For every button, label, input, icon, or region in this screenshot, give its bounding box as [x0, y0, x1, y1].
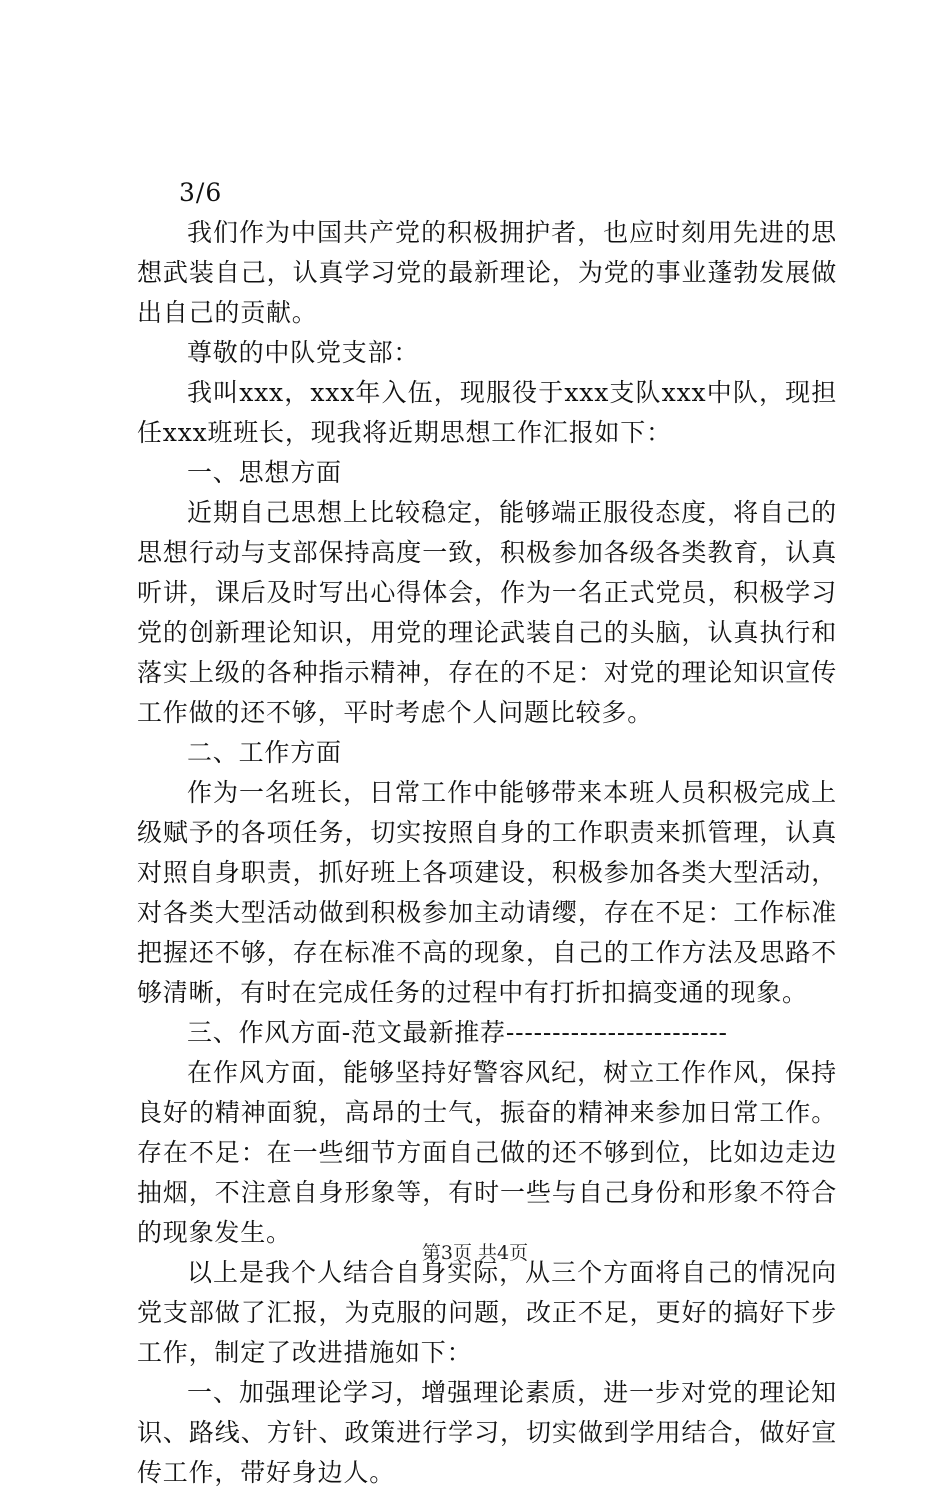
paragraph-intro: 我们作为中国共产党的积极拥护者，也应时刻用先进的思想武装自己，认真学习党的最新理论，为党的事业蓬勃发展做出自己的贡献。 — [137, 218, 837, 327]
paragraph-thought: 近期自己思想上比较稳定，能够端正服役态度，将自己的思想行动与支部保持高度一致，积极参加各级各类教育，认真听讲，课后及时写出心得体会，作为一名正式党员，积极学习党的创新理论知识，用党的理论武装自己的头脑，认真执行和落实上级的各种指示精神，存在的不足：对党的理论知识宣传工作做的还不够，平时考虑个人问题比较多。 — [137, 498, 837, 727]
document-body — [137, 173, 837, 1493]
paragraph-summary: 以上是我个人结合自身实际，从三个方面将自己的情况向党支部做了汇报，为克服的问题，改正不足，更好的搞好下步工作，制定了改进措施如下： — [137, 1258, 837, 1367]
section-heading-thought: 一、思想方面 — [187, 458, 342, 487]
page-footer: 第3页 共4页 — [421, 1242, 529, 1264]
page-index: 3/6 — [179, 178, 223, 207]
paragraph-self-introduction: 我叫xxx，xxx年入伍，现服役于xxx支队xxx中队，现担任xxx班班长，现我将近期思想工作汇报如下： — [137, 378, 837, 447]
paragraph-work: 作为一名班长，日常工作中能够带来本班人员积极完成上级赋予的各项任务，切实按照自身的工作职责来抓管理，认真对照自身职责，抓好班上各项建设，积极参加各类大型活动，对各类大型活动做到积极参加主动请缨，存在不足：工作标准把握还不够，存在标准不高的现象，自己的工作方法及思路不够清晰，有时在完成任务的过程中有打折扣搞变通的现象。 — [137, 778, 837, 1007]
paragraph-style: 在作风方面，能够坚持好警容风纪，树立工作作风，保持良好的精神面貌，高昂的士气，振奋的精神来参加日常工作。存在不足：在一些细节方面自己做的还不够到位，比如边走边抽烟，不注意自身形象等，有时一些与自己身份和形象不符合的现象发生。 — [137, 1058, 837, 1247]
paragraph-measure-1: 一、加强理论学习，增强理论素质，进一步对党的理论知识、路线、方针、政策进行学习，切实做到学用结合，做好宣传工作，带好身边人。 — [137, 1378, 837, 1487]
salutation: 尊敬的中队党支部： — [187, 338, 420, 367]
section-heading-style: 三、作风方面-范文最新推荐------------------------ — [187, 1018, 728, 1047]
section-heading-work: 二、工作方面 — [187, 738, 342, 767]
